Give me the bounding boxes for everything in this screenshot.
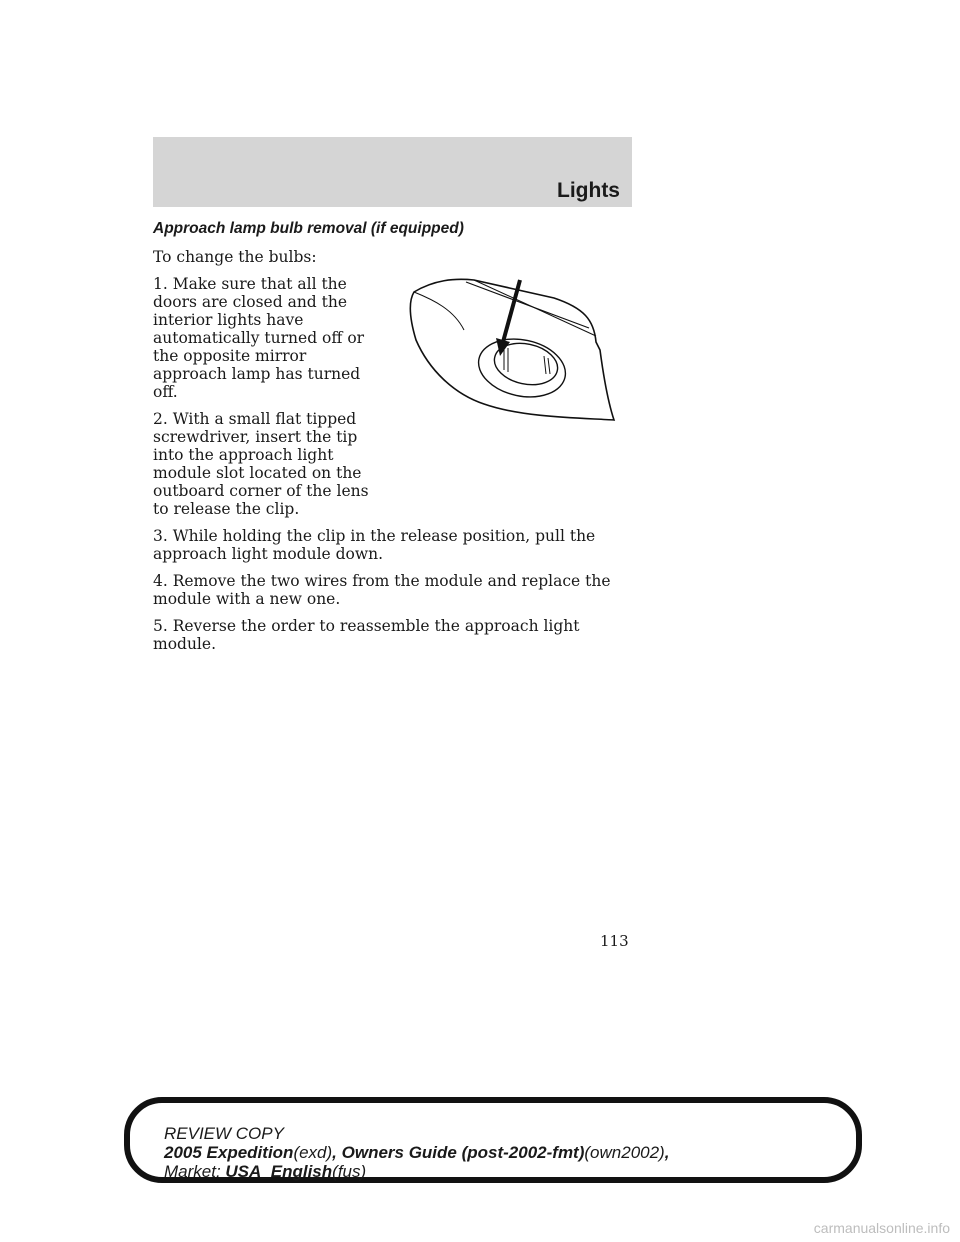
subheading: Approach lamp bulb removal (if equipped) xyxy=(153,220,464,237)
guide-code: (own2002) xyxy=(584,1143,665,1162)
step-5: 5. Reverse the order to reassemble the approach light module. xyxy=(153,617,580,653)
step-2: 2. With a small flat tipped screwdriver, insert the tip into the approach light module slot located on the outboard corner of the lens to release the clip. xyxy=(153,410,369,518)
guide-name: Owners Guide (post-2002-fmt) xyxy=(341,1143,585,1162)
model-code: (exd) xyxy=(293,1143,333,1162)
market-label: Market: xyxy=(164,1162,226,1181)
document-info-line xyxy=(164,1143,669,1162)
page-number: 113 xyxy=(600,932,629,950)
market-name: USA_English xyxy=(225,1162,333,1181)
section-title: Lights xyxy=(557,179,620,202)
watermark: carmanualsonline.info xyxy=(813,1220,950,1236)
step-4: 4. Remove the two wires from the module and replace the module with a new one. xyxy=(153,572,611,608)
separator-1: , xyxy=(332,1143,342,1162)
model-name: 2005 Expedition xyxy=(164,1143,294,1162)
review-copy-label: REVIEW COPY xyxy=(164,1124,284,1143)
separator-2: , xyxy=(664,1143,670,1162)
market-line xyxy=(164,1162,669,1181)
step-3: 3. While holding the clip in the release position, pull the approach light module down. xyxy=(153,527,596,563)
step-1: 1. Make sure that all the doors are closed and the interior lights have automatically turned off or the opposite mirror approach lamp has turned off. xyxy=(153,275,365,401)
market-code: (fus) xyxy=(332,1162,367,1181)
intro-text: To change the bulbs: xyxy=(153,248,317,266)
review-copy-text xyxy=(164,1124,669,1181)
mirror-approach-lamp-illustration xyxy=(404,270,626,430)
section-header-band xyxy=(153,137,632,207)
